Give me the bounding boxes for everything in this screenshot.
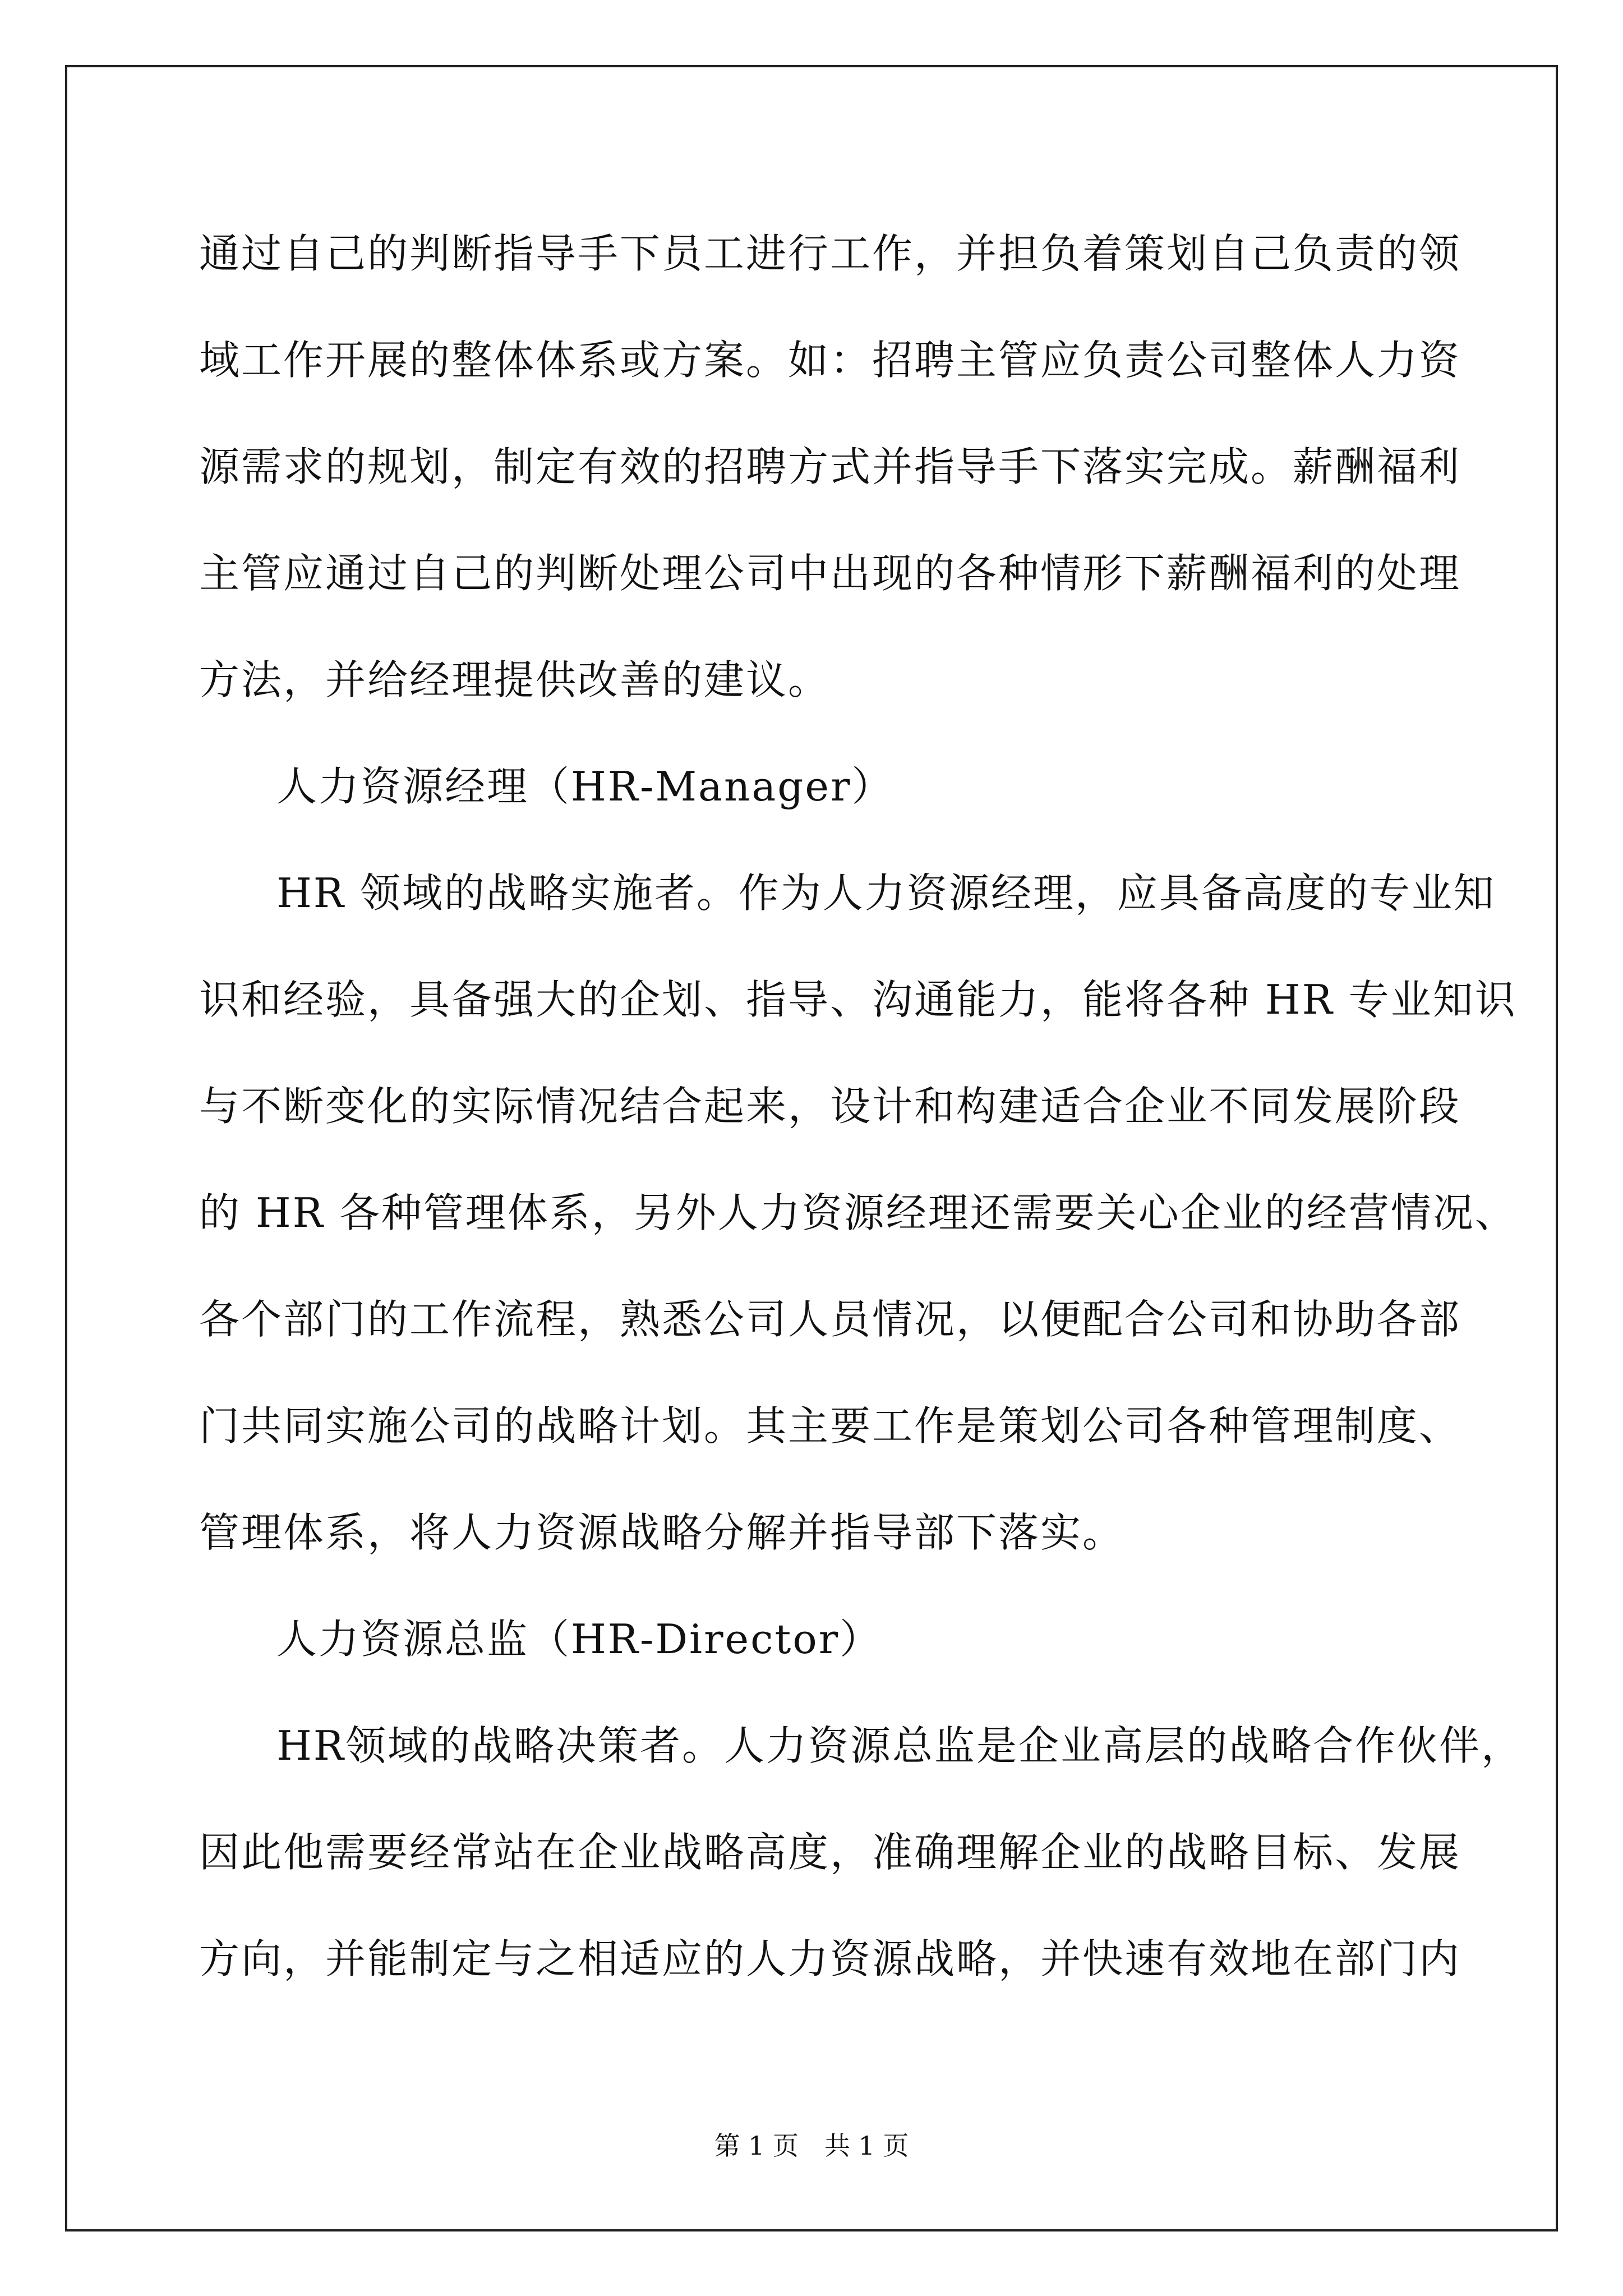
text-line: 管理体系，将人力资源战略分解并指导部下落实。 <box>199 1509 1125 1556</box>
text-line: 识和经验，具备强大的企划、指导、沟通能力，能将各种 HR 专业知识 <box>199 976 1517 1023</box>
section-heading-hr-manager: 人力资源经理（HR-Manager） <box>276 763 894 810</box>
text-line: 因此他需要经常站在企业战略高度，准确理解企业的战略目标、发展 <box>199 1829 1461 1876</box>
text-line: 源需求的规划，制定有效的招聘方式并指导手下落实完成。薪酬福利 <box>199 443 1461 490</box>
text-line: 方法，并给经理提供改善的建议。 <box>199 656 831 703</box>
text-line: 方向，并能制定与之相适应的人力资源战略，并快速有效地在部门内 <box>199 1935 1461 1982</box>
text-line: 的 HR 各种管理体系，另外人力资源经理还需要关心企业的经营情况、 <box>199 1189 1517 1236</box>
text-line: HR领域的战略决策者。人力资源总监是企业高层的战略合作伙伴， <box>276 1722 1524 1769</box>
text-line: HR 领域的战略实施者。作为人力资源经理，应具备高度的专业知 <box>276 869 1496 917</box>
text-line: 各个部门的工作流程，熟悉公司人员情况，以便配合公司和协助各部 <box>199 1296 1461 1343</box>
page-number-footer: 第 1 页 共 1 页 <box>714 2131 909 2161</box>
text-line: 主管应通过自己的判断处理公司中出现的各种情形下薪酬福利的处理 <box>199 550 1461 597</box>
text-line: 与不断变化的实际情况结合起来，设计和构建适合企业不同发展阶段 <box>199 1083 1461 1130</box>
section-heading-hr-director: 人力资源总监（HR-Director） <box>276 1616 882 1663</box>
text-line: 通过自己的判断指导手下员工进行工作，并担负着策划自己负责的领 <box>199 230 1461 277</box>
text-line: 门共同实施公司的战略计划。其主要工作是策划公司各种管理制度、 <box>199 1402 1461 1450</box>
text-line: 域工作开展的整体体系或方案。如：招聘主管应负责公司整体人力资 <box>199 337 1461 384</box>
